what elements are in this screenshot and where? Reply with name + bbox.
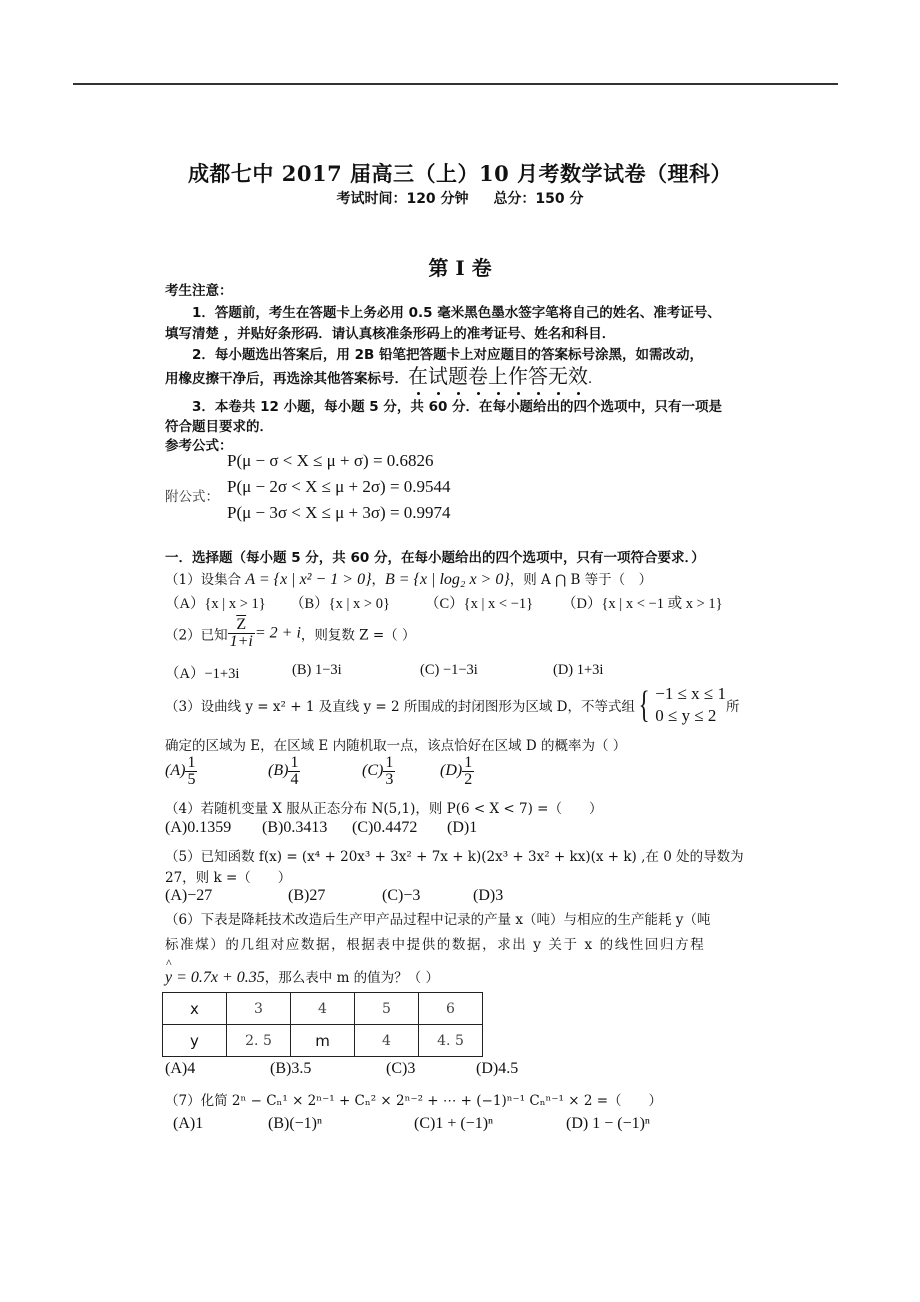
- q2-option-a: （A）−1+3i: [165, 666, 240, 682]
- q3-option-d-label: (D): [440, 762, 463, 780]
- q2-option-d: (D) 1+3i: [553, 662, 604, 678]
- q5-option-a: (A)−27: [165, 887, 213, 904]
- question-3-line-2: 确定的区域为 E，在区域 E 内随机取一点，该点恰好在区域 D 的概率为（ ）: [165, 738, 627, 754]
- q3-option-c: [362, 755, 395, 788]
- table-cell: m: [291, 1025, 355, 1057]
- exam-total-score: 总分：150 分: [493, 191, 584, 207]
- notice-item-2-text: 用橡皮擦干净后，再选涂其他答案标号．: [165, 371, 408, 387]
- q3-inequality-system: [635, 683, 726, 727]
- q7-option-c: (C)1 + (−1)ⁿ: [414, 1115, 494, 1132]
- q1-set-a: A = {x | x² − 1 > 0}: [245, 571, 372, 588]
- q4-option-b: (B)0.3413: [262, 819, 328, 836]
- table-cell: 4: [291, 993, 355, 1025]
- question-6-line-2: 标准煤）的几组对应数据，根据表中提供的数据，求出 y 关于 x 的线性回归方程: [165, 937, 706, 953]
- question-5-line-1: （5）已知函数 f(x) = (x⁴ + 20x³ + 3x² + 7x + k)(2x³ + 3x² + kx)(x + k) ,在 0 处的导数为: [165, 849, 744, 865]
- table-row: [163, 1025, 483, 1057]
- q3-suffix: 所: [726, 699, 740, 715]
- table-cell: 3: [227, 993, 291, 1025]
- formula-line-2: P(μ − 2σ < X ≤ μ + 2σ) = 0.9544: [227, 477, 451, 496]
- q1-suffix: ，则 A ⋂ B 等于（ ）: [509, 572, 653, 588]
- q3-option-d: [440, 755, 474, 788]
- formula-line-1: P(μ − σ < X ≤ μ + σ) = 0.6826: [227, 451, 434, 470]
- q3-option-b-fraction: [288, 755, 300, 788]
- table-cell: 2. 5: [227, 1025, 291, 1057]
- emphasis-char: 上: [488, 360, 508, 389]
- q6-option-d: (D)4.5: [476, 1060, 519, 1077]
- q3-option-a-label: (A): [165, 762, 186, 780]
- question-7-stem: （7）化简 2ⁿ − Cₙ¹ × 2ⁿ⁻¹ + Cₙ² × 2ⁿ⁻² + ⋯ + (−1)ⁿ⁻¹ Cₙⁿ⁻¹ × 2 =（ ）: [165, 1093, 663, 1109]
- q1-option-d: （D）{x | x < −1 或 x > 1}: [562, 596, 723, 612]
- q4-option-a: (A)0.1359: [165, 819, 232, 836]
- q3-option-d-fraction: [462, 755, 474, 788]
- emphasis-char: 答: [528, 360, 548, 389]
- denominator: 5: [187, 771, 196, 788]
- table-cell: 4. 5: [419, 1025, 483, 1057]
- q6-regression-equation: ^ y = 0.7x + 0.35: [165, 969, 265, 987]
- numerator: 1: [385, 754, 394, 771]
- notice-item-2-line-1: 2．每小题选出答案后，用 2B 铅笔把答题卡上对应题目的答案标号涂黑，如需改动，: [192, 347, 703, 363]
- q3-option-c-fraction: [383, 755, 395, 788]
- q2-fraction: [228, 617, 255, 650]
- q6-data-table: [162, 992, 483, 1057]
- question-1-stem: [165, 568, 652, 589]
- exam-time: 考试时间：120 分钟: [336, 191, 469, 207]
- table-cell: 4: [355, 1025, 419, 1057]
- q6-option-c: (C)3: [386, 1060, 416, 1077]
- section-1-heading: 一．选择题（每小题 5 分，共 60 分，在每小题给出的四个选项中，只有一项符合要求．）: [165, 550, 705, 566]
- q3-condition-1: −1 ≤ x ≤ 1: [655, 684, 727, 703]
- question-6-line-3: [165, 966, 439, 987]
- q1-sep: ，: [371, 572, 385, 588]
- q4-option-c: (C)0.4472: [352, 819, 418, 836]
- q5-option-d: (D)3: [473, 887, 504, 904]
- q3-option-c-label: (C): [362, 762, 384, 780]
- emphasis-char: 无: [548, 360, 568, 389]
- formula-line-3: P(μ − 3σ < X ≤ μ + 3σ) = 0.9974: [227, 503, 451, 522]
- notice-item-3-line-1: 3．本卷共 12 小题，每小题 5 分，共 60 分．在每小题给出的四个选项中，只有一项是: [192, 399, 723, 415]
- question-6-line-1: （6）下表是降耗技术改造后生产甲产品过程中记录的产量 x（吨）与相应的生产能耗 y（吨: [165, 912, 711, 928]
- q3-option-b: [268, 755, 300, 788]
- q2-fraction-denominator: 1+i: [229, 633, 253, 650]
- notice-heading: 考生注意：: [165, 283, 233, 299]
- denominator: 4: [290, 771, 299, 788]
- notice-item-1-line-2: 填写清楚 ，并贴好条形码．请认真核准条形码上的准考证号、姓名和科目．: [165, 326, 616, 342]
- q2-fraction-numerator: $\overline{Z}$: [228, 617, 255, 634]
- q2-suffix: ，则复数 Z =（ ）: [300, 627, 416, 644]
- q2-prefix: （2）已知: [165, 627, 228, 644]
- table-row-header: y: [163, 1025, 227, 1057]
- q2-option-b: (B) 1−3i: [292, 662, 342, 678]
- q3-option-b-label: (B): [268, 762, 289, 780]
- emphasis-char: 在: [408, 360, 428, 389]
- q6-option-b: (B)3.5: [270, 1060, 312, 1077]
- q4-option-d: (D)1: [447, 819, 478, 836]
- q1-option-c: （C）{x | x < −1}: [425, 596, 534, 612]
- emphasis-char: 作: [508, 360, 528, 389]
- table-row: [163, 993, 483, 1025]
- exam-title: 成都七中 2017 届高三（上）10 月考数学试卷（理科）: [187, 161, 733, 186]
- q3-conditions: [655, 683, 726, 727]
- q1-option-b: （B）{x | x > 0}: [290, 596, 390, 612]
- q1-prefix: （1）设集合: [165, 572, 246, 588]
- q1-set-b: B = {x | log₂ x > 0}: [384, 571, 510, 588]
- q7-option-a: (A)1: [173, 1115, 204, 1132]
- question-2-stem: [165, 617, 415, 650]
- q5-option-c: (C)−3: [382, 887, 421, 904]
- emphasis-char: 效: [568, 360, 588, 389]
- q3-prefix: （3）设曲线 y = x² + 1 及直线 y = 2 所围成的封闭图形为区域 D，不等式组: [165, 699, 636, 715]
- emphasis-char: 试: [428, 360, 448, 389]
- formula-heading: 参考公式：: [165, 438, 233, 454]
- question-3-line-1: [165, 683, 740, 727]
- notice-item-2-line-2: [165, 360, 602, 389]
- q3-option-a: [165, 755, 197, 788]
- q2-equation: = 2 + i: [254, 624, 301, 642]
- q1-option-a: （A）{x | x > 1}: [165, 596, 266, 612]
- q2-option-c: (C) −1−3i: [420, 662, 478, 678]
- table-cell: 6: [419, 993, 483, 1025]
- q3-option-a-fraction: [185, 755, 197, 788]
- emphasis-char: 卷: [468, 360, 488, 389]
- denominator: 2: [464, 771, 473, 788]
- formula-side-label: 附公式：: [165, 489, 219, 505]
- table-row-header: x: [163, 993, 227, 1025]
- q7-option-d: (D) 1 − (−1)ⁿ: [566, 1115, 650, 1132]
- denominator: 3: [385, 771, 394, 788]
- q6-suffix: ，那么表中 m 的值为？（ ）: [264, 970, 439, 986]
- header-rule: [73, 83, 838, 85]
- notice-emphasis: [408, 364, 588, 388]
- exam-info: [0, 188, 920, 208]
- notice-item-3-line-2: 符合题目要求的．: [165, 419, 273, 435]
- notice-emphasis-end: ．: [588, 371, 602, 387]
- notice-item-1-line-1: 1．答题前，考生在答题卡上务必用 0.5 毫米黑色墨水签字笔将自己的姓名、准考证号、: [192, 305, 721, 321]
- numerator: 1: [290, 754, 299, 771]
- table-cell: 5: [355, 993, 419, 1025]
- q6-option-a: (A)4: [165, 1060, 196, 1077]
- volume-heading: 第 I 卷: [428, 256, 492, 280]
- q3-condition-2: 0 ≤ y ≤ 2: [655, 706, 717, 725]
- q5-option-b: (B)27: [288, 887, 326, 904]
- question-4-stem: （4）若随机变量 X 服从正态分布 N(5,1)，则 P(6 < X < 7) =（ ）: [165, 801, 603, 817]
- numerator: 1: [187, 754, 196, 771]
- left-brace-icon: {: [638, 684, 650, 726]
- q7-option-b: (B)(−1)ⁿ: [268, 1115, 323, 1132]
- numerator: 1: [464, 754, 473, 771]
- emphasis-char: 题: [448, 360, 468, 389]
- question-5-line-2: 27，则 k =（ ）: [165, 870, 292, 886]
